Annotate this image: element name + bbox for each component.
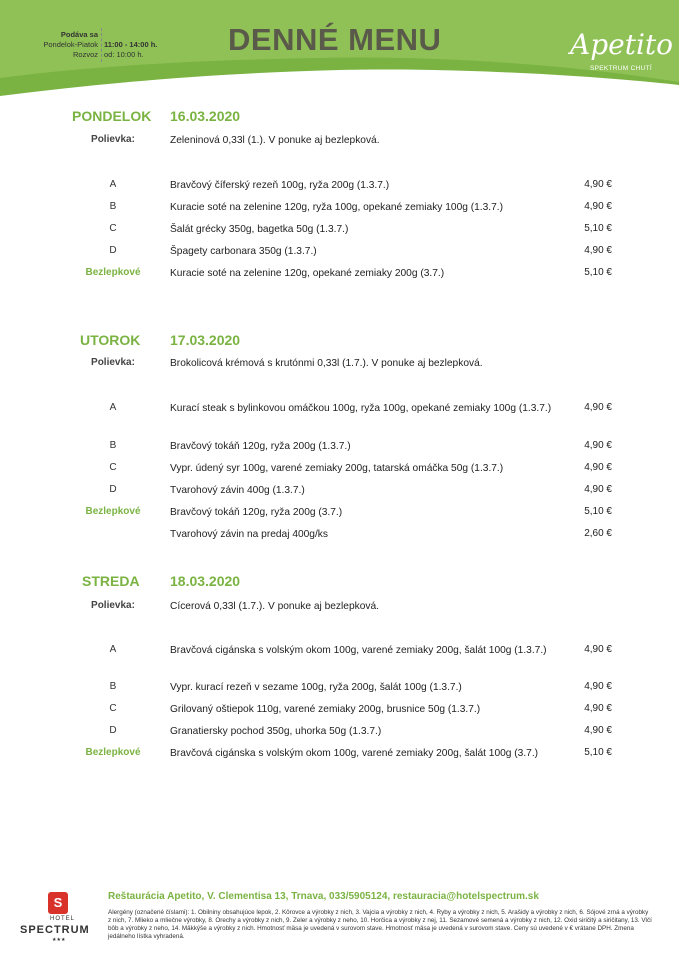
item-price: 5,10 € — [584, 223, 612, 234]
item-label-glutenfree: Bezlepkové — [85, 267, 141, 278]
item-price: 4,90 € — [584, 644, 612, 655]
hotel-spectrum-logo — [20, 890, 100, 945]
day-date: 18.03.2020 — [170, 573, 241, 589]
item-desc: Kuracie soté na zelenine 120g, ryža 100g, opekané zemiaky 100g (1.3.7.) — [170, 202, 504, 213]
soup-label: Polievka: — [91, 357, 135, 368]
item-price: 4,90 € — [584, 201, 612, 212]
item-desc: Tvarohový závin 400g (1.3.7.) — [170, 485, 305, 496]
item-label: C — [109, 462, 117, 473]
item-price: 4,90 € — [584, 484, 612, 495]
item-desc: Vypr. kurací rezeň v sezame 100g, ryža 200g, šalát 100g (1.3.7.) — [170, 682, 462, 693]
item-price: 2,60 € — [584, 528, 612, 539]
soup-label: Polievka: — [91, 134, 135, 145]
item-price: 4,90 € — [584, 703, 612, 714]
apetito-logo — [568, 28, 674, 88]
item-price: 4,90 € — [584, 681, 612, 692]
hotel-badge-icon: S — [48, 892, 68, 914]
day-date: 17.03.2020 — [170, 332, 241, 348]
day-name: STREDA — [82, 573, 140, 589]
item-price: 4,90 € — [584, 179, 612, 190]
logo-subtitle: SPEKTRUM CHUTÍ — [590, 65, 652, 72]
item-price: 5,10 € — [584, 267, 612, 278]
item-label: C — [109, 703, 117, 714]
logo-script: Apetito — [570, 28, 674, 61]
item-label: B — [109, 440, 117, 451]
item-label: D — [109, 245, 117, 256]
item-label: B — [109, 681, 117, 692]
item-price: 4,90 € — [584, 402, 612, 413]
item-price: 4,90 € — [584, 725, 612, 736]
item-price: 4,90 € — [584, 245, 612, 256]
item-desc: Bravčový tokáň 120g, ryža 200g (1.3.7.) — [170, 441, 351, 452]
serving-divider — [101, 28, 102, 62]
day-name: PONDELOK — [72, 108, 152, 124]
item-desc: Grilovaný oštiepok 110g, varené zemiaky 200g, brusnice 50g (1.3.7.) — [170, 704, 481, 715]
serving-hours-labels — [18, 30, 98, 60]
item-desc: Špagety carbonara 350g (1.3.7.) — [170, 246, 317, 257]
item-desc: Granatiersky pochod 350g, uhorka 50g (1.3.7.) — [170, 726, 382, 737]
item-price: 5,10 € — [584, 506, 612, 517]
item-label: A — [109, 179, 117, 190]
item-label-glutenfree: Bezlepkové — [85, 506, 141, 517]
item-desc: Vypr. údený syr 100g, varené zemiaky 200g, tatarská omáčka 50g (1.3.7.) — [170, 463, 504, 474]
item-label-glutenfree: Bezlepkové — [85, 747, 141, 758]
item-desc: Bravčový číferský rezeň 100g, ryža 200g (1.3.7.) — [170, 180, 390, 191]
item-desc: Kuracie soté na zelenine 120g, opekané zemiaky 200g (3.7.) — [170, 268, 445, 279]
serve-delivery-time: od: 10:00 h. — [104, 50, 144, 59]
item-desc: Šalát grécky 350g, bagetka 50g (1.3.7.) — [170, 224, 349, 235]
item-price: 4,90 € — [584, 440, 612, 451]
item-label: B — [109, 201, 117, 212]
serve-days: Pondelok-Piatok — [43, 40, 98, 49]
item-label: C — [109, 223, 117, 234]
item-desc: Bravčová cigánska s volským okom 100g, varené zemiaky 200g, šalát 100g (1.3.7.) — [170, 645, 547, 656]
item-desc: Kurací steak s bylinkovou omáčkou 100g, ryža 100g, opekané zemiaky 100g (1.3.7.) — [170, 403, 552, 414]
item-price: 5,10 € — [584, 747, 612, 758]
soup-label: Polievka: — [91, 600, 135, 611]
item-label: A — [109, 644, 117, 655]
serve-label: Podáva sa — [60, 30, 98, 39]
serving-hours-values — [104, 40, 157, 60]
day-name: UTOROK — [80, 332, 141, 348]
item-label: A — [109, 402, 117, 413]
soup-desc: Cícerová 0,33l (1.7.). V ponuke aj bezlepková. — [170, 601, 379, 612]
day-date: 16.03.2020 — [170, 108, 241, 124]
restaurant-address: Reštaurácia Apetito, V. Clementisa 13, Trnava, 033/5905124, restauracia@hotelspectrum.sk — [108, 891, 539, 902]
item-desc: Bravčový tokáň 120g, ryža 200g (3.7.) — [170, 507, 343, 518]
item-label: D — [109, 725, 117, 736]
allergens-note: Alergény (označené číslami): 1. Obilniny obsahujúce lepok, 2. Kôrovce a výrobky z nich, 3. Vajcia a výrobky z nich, 4. Ryby a výrobky z nich, 5. Arašidy a výrobky z nich, 6. Sójové zrná a výrobky z nich, 7. Mlieko a mliečne výrobky, 8. Orechy a výrobky z nich, 9. Zeler a výrobky z neho, 10. Horčica a výrobky z nej, 11. Sezamové semená a výrobky z nich, 12. Oxid siričitý a siričitany, 13. Vlčí bôb a výrobky z neho, 14. Mäkkýše a výrobky z nich. Hmotnosť mäsa je uvedená v surovom stave. Hmotnosť mäsa je uvedená v surovom stave. Ceny sú uvedené v € vrátane DPH. Zmena jedálneho lístka vyhradená. — [108, 909, 652, 940]
item-price: 4,90 € — [584, 462, 612, 473]
hotel-name: SPECTRUM — [20, 924, 90, 936]
serve-hours: 11:00 - 14:00 h. — [104, 40, 158, 49]
serve-delivery: Rozvoz — [72, 50, 98, 59]
soup-desc: Brokolicová krémová s krutónmi 0,33l (1.7.). V ponuke aj bezlepková. — [170, 358, 483, 369]
item-desc: Tvarohový závin na predaj 400g/ks — [170, 529, 328, 540]
hotel-stars: ★★★ — [52, 937, 66, 943]
soup-desc: Zeleninová 0,33l (1.). V ponuke aj bezlepková. — [170, 135, 380, 146]
page-title: DENNÉ MENU — [228, 22, 442, 57]
item-desc: Bravčová cigánska s volským okom 100g, varené zemiaky 200g, šalát 100g (3.7.) — [170, 748, 539, 759]
hotel-label: HOTEL — [50, 916, 76, 922]
item-label: D — [109, 484, 117, 495]
